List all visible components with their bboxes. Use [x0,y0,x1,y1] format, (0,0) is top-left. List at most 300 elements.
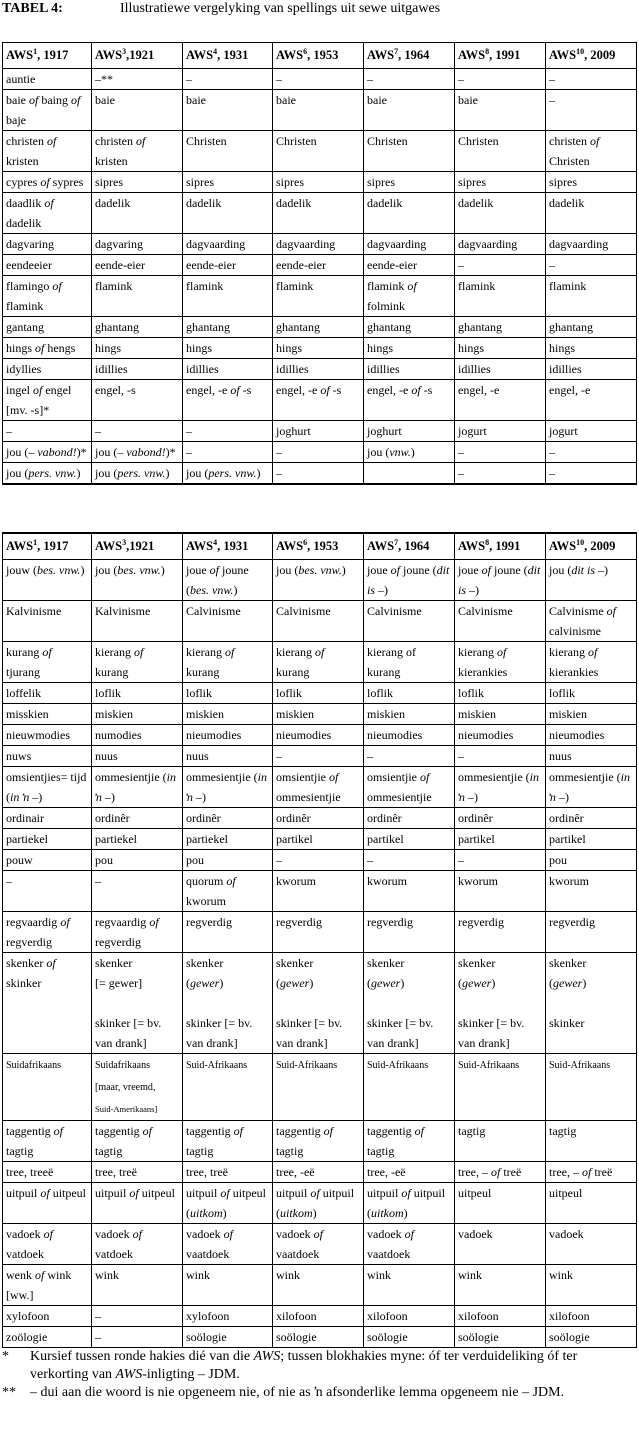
table-cell: flamingo of flamink [3,276,92,317]
table-cell: Suidafrikaans [3,1054,92,1121]
table-cell: jou (bes. vnw.) [273,560,364,601]
table-cell: skenker (gewer) skinker [= bv. van drank] [273,953,364,1054]
table-cell: partikel [364,829,455,850]
table-row [3,683,637,704]
table-cell: flamink [92,276,183,317]
table-cell: – [273,442,364,463]
table-cell: nieuwmodies [3,725,92,746]
table-cell: Suid-Afrikaans [183,1054,273,1121]
table-row [3,1054,637,1121]
table-cell: loflik [546,683,637,704]
column-header: AWS$^4$, 1931 [183,43,273,69]
table-cell: xylofoon [3,1306,92,1327]
table-cell: wink [546,1265,637,1306]
table-cell: pou [546,850,637,871]
column-header: AWS$^1$, 1917 [3,43,92,69]
table-cell: cypres of sypres [3,172,92,193]
column-header: AWS$^{10}$, 2009 [546,533,637,560]
table-cell: – [455,850,546,871]
table-cell: – [455,463,546,485]
table-row [3,1224,637,1265]
table-cell: nieumodies [455,725,546,746]
column-header: AWS$^3$,1921 [92,533,183,560]
table-cell: ommesientjie (in ŉ –) [92,767,183,808]
table-cell: wink [273,1265,364,1306]
column-header: AWS$^6$, 1953 [273,533,364,560]
table-label: TABEL 4: [2,1,63,16]
table-cell: Suid-Afrikaans [455,1054,546,1121]
table-cell: engel, -e of -s [183,380,273,421]
column-header: AWS$^7$, 1964 [364,43,455,69]
table-cell: skenker (gewer) skinker [= bv. van drank] [183,953,273,1054]
table-cell: engel, -s [92,380,183,421]
table-cell: Calvinisme [273,601,364,642]
table-cell: dadelik [455,193,546,234]
table-cell: daadlik of dadelik [3,193,92,234]
table-row [3,359,637,380]
table-cell: idillies [183,359,273,380]
table-cell: jou (– vabond!)* [92,442,183,463]
table-cell: regvaardig of regverdig [92,912,183,953]
table-row [3,1327,637,1348]
table-cell: auntie [3,69,92,90]
table-cell: flamink [183,276,273,317]
table-cell: hings [92,338,183,359]
table-cell: – [92,871,183,912]
table-cell: kierang of kurang [183,642,273,683]
table-cell: flamink [273,276,364,317]
table-cell: ordinair [3,808,92,829]
table-cell: vadoek of vaatdoek [364,1224,455,1265]
table-cell: vadoek of vatdoek [92,1224,183,1265]
table-cell: vadoek [546,1224,637,1265]
table-cell: christen of Christen [546,131,637,172]
table-row [3,953,637,1054]
table-cell: dagvaarding [273,234,364,255]
table-cell: joue of joune (dit is –) [364,560,455,601]
footnote-marker: ** [2,1385,16,1400]
table-cell: skenker (gewer) skinker [= bv. van drank] [364,953,455,1054]
table-cell: wink [455,1265,546,1306]
table-row [3,746,637,767]
table-cell: – [92,421,183,442]
table-cell: ommesientjie (in ŉ –) [455,767,546,808]
table-cell: – [183,442,273,463]
table-cell: wink [183,1265,273,1306]
table-cell: idyllies [3,359,92,380]
table-cell: – [546,255,637,276]
table-cell: dagvaarding [364,234,455,255]
table-row [3,808,637,829]
table-row [3,90,637,131]
footnote [2,1384,638,1402]
table-cell: – [546,463,637,485]
table-cell: zoölogie [3,1327,92,1348]
table-cell: skenker [= gewer] skinker [= bv. van drank] [92,953,183,1054]
table-cell: uitpeul [455,1183,546,1224]
table-cell: eende-eier [92,255,183,276]
table-cell: ordinêr [273,808,364,829]
table-cell: sipres [273,172,364,193]
table-cell: jogurt [546,421,637,442]
table-cell: Calvinisme of calvinisme [546,601,637,642]
table-cell: taggentig of tagtig [92,1121,183,1162]
table-cell: baie [364,90,455,131]
table-cell: – [273,746,364,767]
table-cell: miskien [455,704,546,725]
table-title: Illustratiewe vergelyking van spellings uit sewe uitgawes [120,1,441,16]
column-header: AWS$^4$, 1931 [183,533,273,560]
table-cell: dadelik [364,193,455,234]
table-cell: ordinêr [546,808,637,829]
table-cell: loflik [273,683,364,704]
table-cell: xilofoon [455,1306,546,1327]
table-cell: nuus [546,746,637,767]
footnote-text: – dui aan die woord is nie opgeneem nie, of nie as ŉ afsonderlike lemma opgeneem nie – JDM. [30,1385,565,1400]
table-row [3,642,637,683]
table-cell: hings [364,338,455,359]
table-row [3,317,637,338]
table-row [3,338,637,359]
table-cell: jou (pers. vnw.) [3,463,92,485]
table-cell: ordinêr [364,808,455,829]
table-cell: loffelik [3,683,92,704]
table-row [3,767,637,808]
table-cell: eende-eier [273,255,364,276]
table-cell: wenk of wink [ww.] [3,1265,92,1306]
spelling-table-part-1 [2,42,637,485]
table-cell: jou (dit is –) [546,560,637,601]
footnote-text: Kursief tussen ronde hakies dié van die AWS; tussen blokhakies myne: óf ter verduideliking óf ter verkorting van AWS-inligting – JDM. [30,1349,578,1382]
table-cell: – [92,1327,183,1348]
table-cell: ghantang [92,317,183,338]
table-row [3,850,637,871]
table-cell: nieumodies [183,725,273,746]
table-header-row [3,43,637,69]
table-cell: flamink [546,276,637,317]
table-cell: uitpuil of uitpuil (uitkom) [273,1183,364,1224]
table-cell: uitpuil of uitpeul [92,1183,183,1224]
table-cell: ghantang [273,317,364,338]
table-cell: uitpuil of uitpuil (uitkom) [364,1183,455,1224]
table-cell: christen of kristen [92,131,183,172]
table-cell: soölogie [455,1327,546,1348]
column-header: AWS$^1$, 1917 [3,533,92,560]
table-cell: baie [183,90,273,131]
table-cell: quorum of kworum [183,871,273,912]
table-cell: kierang of kierankies [546,642,637,683]
table-cell: nieumodies [364,725,455,746]
table-cell: jou (pers. vnw.) [92,463,183,485]
table-cell: Christen [273,131,364,172]
table-cell: tree, – of treë [546,1162,637,1183]
table-row [3,871,637,912]
table-cell: xylofoon [183,1306,273,1327]
footnotes [2,1348,638,1402]
table-cell: nieumodies [273,725,364,746]
table-cell: – [3,421,92,442]
table-cell: – [273,69,364,90]
table-row [3,255,637,276]
table-cell: ghantang [546,317,637,338]
table-cell: –** [92,69,183,90]
table-cell: vadoek of vaatdoek [183,1224,273,1265]
table-cell: dagvaarding [546,234,637,255]
table-cell: vadoek of vatdoek [3,1224,92,1265]
table-cell: ordinêr [92,808,183,829]
table-cell: misskien [3,704,92,725]
table-cell: kierang of kurang [273,642,364,683]
table-cell: omsientjie of ommesientjie [273,767,364,808]
table-cell: Christen [455,131,546,172]
table-cell: kierang of kurang [92,642,183,683]
column-header: AWS$^8$, 1991 [455,43,546,69]
table-cell: baie [273,90,364,131]
table-cell: engel, -e of -s [273,380,364,421]
table-cell: – [273,463,364,485]
table-cell: eende-eier [364,255,455,276]
table-row [3,172,637,193]
table-cell: – [455,442,546,463]
table-row [3,234,637,255]
table-cell: soölogie [364,1327,455,1348]
table-cell: gantang [3,317,92,338]
table-cell: Christen [364,131,455,172]
table-row [3,421,637,442]
table-cell: – [92,1306,183,1327]
table-cell [364,463,455,485]
table-cell: loflik [183,683,273,704]
footnote-marker: * [2,1349,9,1364]
table-cell: flamink [455,276,546,317]
table-cell: tagtig [455,1121,546,1162]
column-header: AWS$^7$, 1964 [364,533,455,560]
table-cell: ghantang [455,317,546,338]
table-cell: jou (– vabond!)* [3,442,92,463]
table-cell: kworum [273,871,364,912]
table-row [3,276,637,317]
table-cell: engel, -e [455,380,546,421]
table-cell: christen of kristen [3,131,92,172]
table-cell: engel, -e of -s [364,380,455,421]
table-cell: Kalvinisme [92,601,183,642]
table-cell: jogurt [455,421,546,442]
table-cell: Calvinisme [183,601,273,642]
table-cell: tree, -eë [364,1162,455,1183]
table-cell: nieumodies [546,725,637,746]
column-header: AWS$^6$, 1953 [273,43,364,69]
table-cell: eendeeier [3,255,92,276]
table-cell: xilofoon [364,1306,455,1327]
table-cell: dadelik [92,193,183,234]
table-cell: idillies [546,359,637,380]
table-caption [2,0,440,18]
table-cell: pou [92,850,183,871]
table-cell: taggentig of tagtig [273,1121,364,1162]
table-cell: Calvinisme [364,601,455,642]
table-cell: hings of hengs [3,338,92,359]
table-cell: kierang of kierankies [455,642,546,683]
table-cell: miskien [546,704,637,725]
table-cell: – [273,850,364,871]
table-cell: idillies [455,359,546,380]
table-cell: ghantang [364,317,455,338]
table-cell: sipres [92,172,183,193]
table-cell: baie of baing of baje [3,90,92,131]
table-row [3,829,637,850]
table-cell: nuus [92,746,183,767]
table-cell: dagvaring [92,234,183,255]
table-cell: uitpuil of uitpeul [3,1183,92,1224]
table-cell: partikel [273,829,364,850]
spelling-table-part-2 [2,532,637,1348]
table-cell: vadoek of vaatdoek [273,1224,364,1265]
table-cell: tree, treë [92,1162,183,1183]
table-cell: skenker of skinker [3,953,92,1054]
table-cell: – [546,69,637,90]
table-cell: xilofoon [546,1306,637,1327]
table-cell: – [546,442,637,463]
table-cell: idillies [364,359,455,380]
table-cell: partiekel [183,829,273,850]
table-cell: kworum [455,871,546,912]
table-cell: wink [364,1265,455,1306]
footnote [2,1348,638,1384]
table-cell: tree, treë [183,1162,273,1183]
table-cell: – [455,746,546,767]
table-cell: tree, treeë [3,1162,92,1183]
table-cell: tagtig [546,1121,637,1162]
table-cell: uitpeul [546,1183,637,1224]
table-row [3,725,637,746]
column-header: AWS$^3$,1921 [92,43,183,69]
table-cell: regverdig [364,912,455,953]
table-cell: Suid-Afrikaans [273,1054,364,1121]
table-cell: wink [92,1265,183,1306]
table-cell: soölogie [273,1327,364,1348]
table-cell: nuus [183,746,273,767]
table-row [3,1121,637,1162]
table-cell: sipres [455,172,546,193]
table-row [3,131,637,172]
column-header: AWS$^8$, 1991 [455,533,546,560]
table-row [3,912,637,953]
table-cell: jou (vnw.) [364,442,455,463]
table-cell: regvaardig of regverdig [3,912,92,953]
table-cell: baie [455,90,546,131]
table-cell: miskien [92,704,183,725]
table-cell: idillies [92,359,183,380]
table-cell: partikel [546,829,637,850]
table-cell: kurang of tjurang [3,642,92,683]
table-cell: – [455,69,546,90]
table-cell: taggentig of tagtig [3,1121,92,1162]
table-row [3,69,637,90]
table-cell: – [455,255,546,276]
table-cell: Suid-Afrikaans [364,1054,455,1121]
table-cell: partiekel [92,829,183,850]
table-row [3,601,637,642]
table-cell: dagvaarding [455,234,546,255]
table-cell: joue of joune (dit is –) [455,560,546,601]
table-cell: pouw [3,850,92,871]
table-row [3,442,637,463]
table-cell: sipres [364,172,455,193]
table-header-row [3,533,637,560]
table-cell: nuws [3,746,92,767]
table-cell: regverdig [273,912,364,953]
table-cell: jou (bes. vnw.) [92,560,183,601]
table-row [3,380,637,421]
table-cell: Christen [183,131,273,172]
table-cell: miskien [183,704,273,725]
table-cell: dadelik [273,193,364,234]
table-cell: partiekel [3,829,92,850]
table-cell: dadelik [546,193,637,234]
table-cell: tree, – of treë [455,1162,546,1183]
table-cell: miskien [364,704,455,725]
table-cell: sipres [183,172,273,193]
table-cell: joghurt [273,421,364,442]
table-cell: soölogie [183,1327,273,1348]
table-row [3,704,637,725]
table-cell: ordinêr [183,808,273,829]
table-cell: kworum [546,871,637,912]
table-cell: baie [92,90,183,131]
table-cell: soölogie [546,1327,637,1348]
table-cell: – [364,69,455,90]
table-cell: ghantang [183,317,273,338]
table-row [3,1162,637,1183]
table-cell: jou (pers. vnw.) [183,463,273,485]
table-cell: hings [455,338,546,359]
column-header: AWS$^{10}$, 2009 [546,43,637,69]
table-row [3,1265,637,1306]
table-cell: – [364,850,455,871]
table-row [3,560,637,601]
table-cell: regverdig [455,912,546,953]
table-cell: vadoek [455,1224,546,1265]
table-cell: ordinêr [455,808,546,829]
table-cell: xilofoon [273,1306,364,1327]
table-cell: numodies [92,725,183,746]
table-cell: – [183,69,273,90]
table-cell: tree, -eë [273,1162,364,1183]
table-cell: loflik [455,683,546,704]
table-cell: ingel of engel [mv. -s]* [3,380,92,421]
table-cell: hings [546,338,637,359]
table-cell: kworum [364,871,455,912]
table-cell: – [183,421,273,442]
table-cell: dagvaring [3,234,92,255]
table-cell: partikel [455,829,546,850]
table-cell: idillies [273,359,364,380]
table-cell: Suidafrikaans [maar, vreemd, Suid-Amerikaans] [92,1054,183,1121]
table-cell: jouw (bes. vnw.) [3,560,92,601]
table-cell: flamink of folmink [364,276,455,317]
table-cell: ommesientjie (in ŉ –) [183,767,273,808]
table-cell: regverdig [546,912,637,953]
table-row [3,1306,637,1327]
table-cell: omsientjies= tijd (in ŉ –) [3,767,92,808]
table-cell: kierang of kurang [364,642,455,683]
table-cell: sipres [546,172,637,193]
table-cell: Calvinisme [455,601,546,642]
table-cell: omsientjie of ommesientjie [364,767,455,808]
table-cell: dadelik [183,193,273,234]
table-row [3,1183,637,1224]
table-cell: joue of joune (bes. vnw.) [183,560,273,601]
